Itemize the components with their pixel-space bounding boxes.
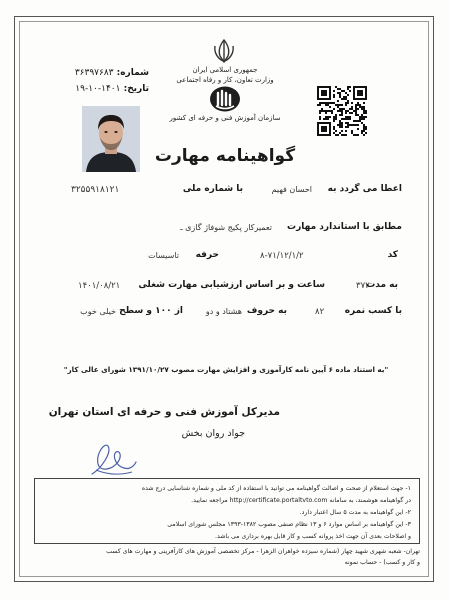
- standard-label: مطابق با استاندارد مهارت: [287, 222, 402, 232]
- standard-value: تعمیرکار پکیج شوفاژ گازی ـ: [180, 223, 272, 232]
- number-value: ۳۶۳۹۷۶۸۳: [74, 68, 114, 78]
- date-label: تاریخ:: [123, 84, 149, 94]
- legal-statement: "به استناد ماده ۶ آیین نامه کارآموزی و افزایش مهارت مصوب ۱۳۹۱/۱۰/۲۷ شورای عالی کار": [63, 365, 389, 374]
- trade-value: تاسیسات: [148, 251, 179, 260]
- hours-text: ساعت و بر اساس ارزشیابی مهارت شغلی: [138, 280, 325, 290]
- date-value: ۱۴۰۱-۱۰-۱۹: [75, 84, 121, 94]
- footer-line: تهران- شعبه شهری شهید چهار (شماره سیزده خواهران الزهرا - مرکز تخصصی آموزش های کارآفرینی و مهارت های کسب: [106, 548, 420, 555]
- notes-box: [34, 478, 420, 544]
- signatory-title: مدیرکل آموزش فنی و حرفه ای استان تهران: [48, 406, 280, 418]
- footer-line: و کار و کسب) - حساب نمونه: [344, 559, 420, 566]
- duration-value: ۳۷۲: [356, 281, 370, 291]
- note-line: ۱- جهت استعلام از صحت و اصالت گواهینامه می توانید با استفاده از کد ملی و شماره شناسایی درج شده: [141, 485, 411, 492]
- score-label: با کسب نمره: [344, 306, 402, 316]
- note-line: در گواهینامه هوشمند، به سامانه http://certificate.portaltvto.com مراجعه نمایید.: [191, 497, 411, 504]
- national-id-value: ۳۲۵۵۹۱۸۱۲۱: [71, 185, 120, 195]
- header-line-1: جمهوری اسلامی ایران: [192, 66, 258, 74]
- number-row: [75, 68, 149, 78]
- code-label: کد: [387, 250, 398, 260]
- letters-label: به حروف: [246, 306, 287, 316]
- letters-value: هشتاد و دو: [205, 307, 242, 316]
- granted-label: اعطا می گردد به: [327, 184, 402, 194]
- score-value: ۸۲: [315, 307, 325, 317]
- note-line: و اصلاحات بعدی آن جهت اخذ پروانه کسب و کار قابل بهره برداری می باشد.: [215, 533, 411, 540]
- certificate-title: گواهینامه مهارت: [154, 146, 296, 166]
- note-line: ۳- این گواهینامه بر اساس موارد ۶ و ۱۳ نظام صنفی مصوب ۱۳۸۲-۱۳۹۳ مجلس شورای اسلامی: [167, 521, 411, 528]
- duration-label: به مدت: [366, 280, 398, 290]
- header-line-2: وزارت تعاون، کار و رفاه اجتماعی: [176, 76, 274, 84]
- organization-logo-icon: [208, 85, 242, 113]
- number-label: شماره:: [116, 68, 149, 78]
- signatory-name: جواد روان بخش: [181, 428, 245, 439]
- granted-value: احسان فهیم: [271, 185, 312, 194]
- evaluation-date: ۱۴۰۱/۰۸/۲۱: [78, 281, 121, 291]
- date-row: [75, 84, 149, 94]
- national-emblem-icon: [210, 38, 238, 64]
- scale-label: از ۱۰۰ و سطح: [119, 306, 183, 316]
- signature-image: [82, 440, 142, 480]
- holder-photo: [82, 106, 140, 172]
- qr-code: [317, 86, 367, 136]
- organization-name: سازمان آموزش فنی و حرفه ای کشور: [169, 114, 281, 122]
- trade-label: حرفه: [195, 250, 219, 260]
- level-value: خیلی خوب: [80, 307, 116, 316]
- note-line: ۲- این گواهینامه به مدت ۵ سال اعتبار دارد.: [299, 509, 411, 516]
- national-id-label: با شماره ملی: [182, 184, 243, 194]
- code-value: ۸-۷۱/۱۲/۱/۲: [260, 251, 304, 261]
